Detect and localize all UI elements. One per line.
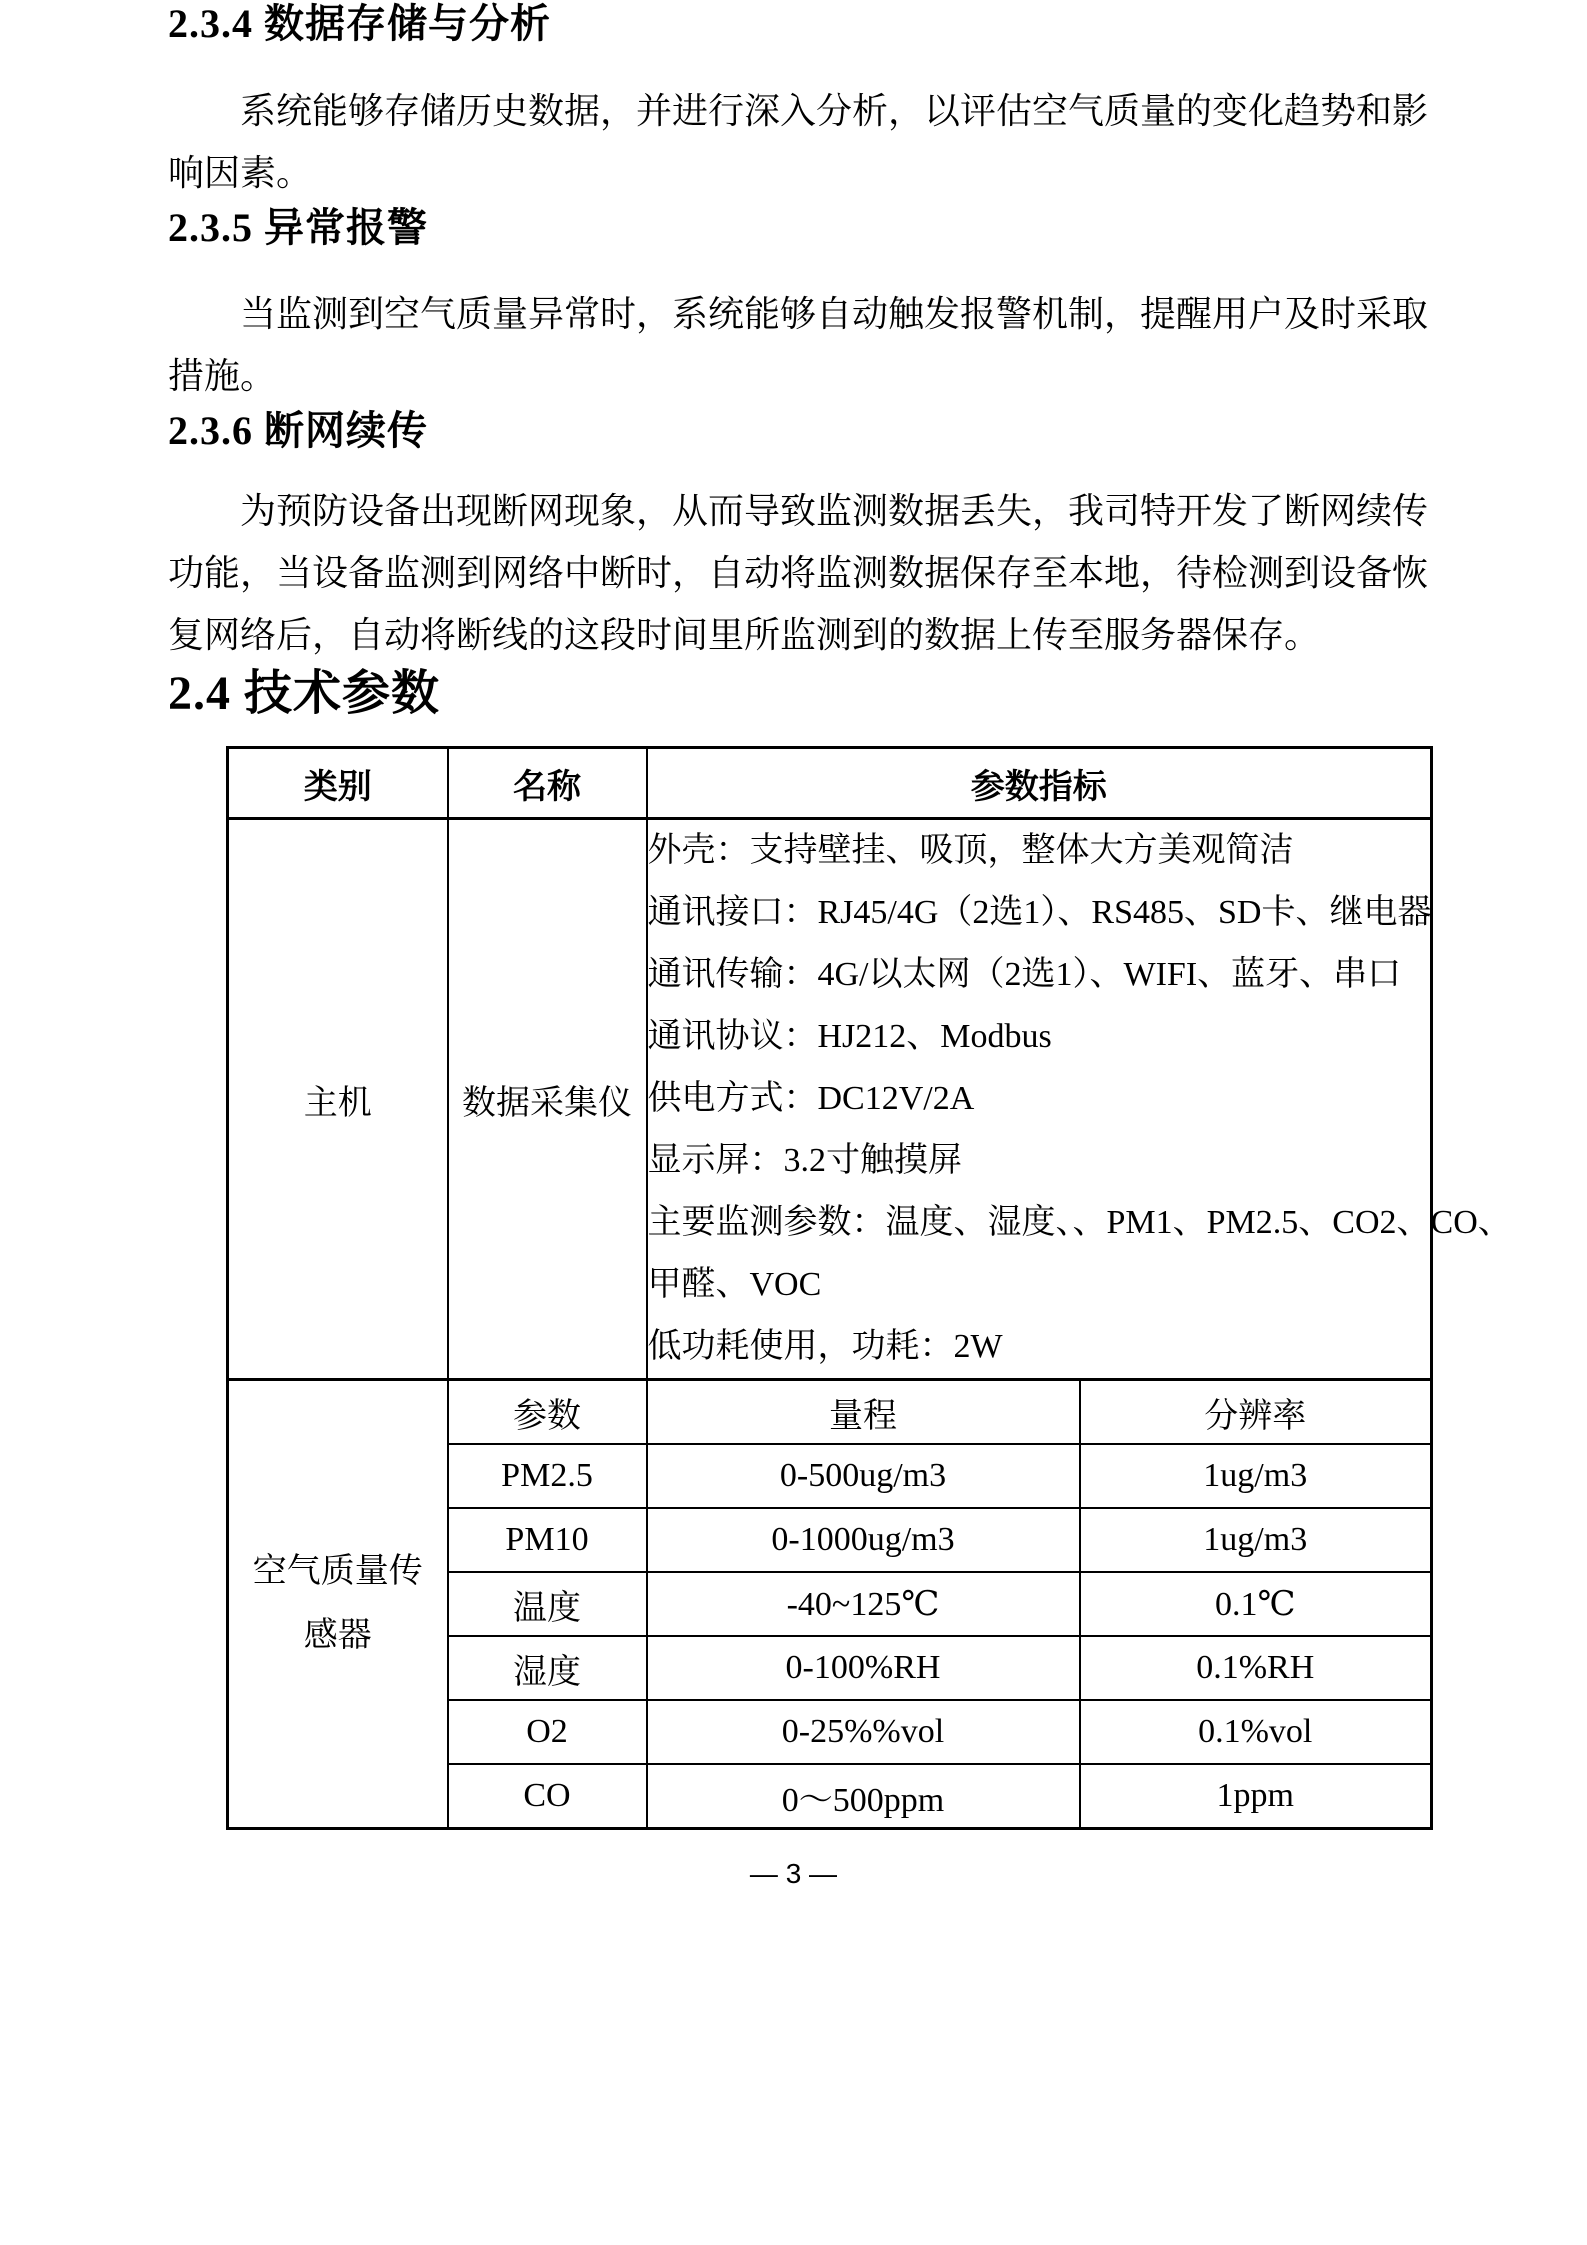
resolution-cell: 0.1%vol [1080,1700,1432,1764]
paragraph-2-3-4 [168,80,1432,204]
range-cell: -40~125℃ [647,1572,1080,1636]
resolution-cell: 0.1℃ [1080,1572,1432,1636]
spec-line: 通讯接口：RJ45/4G（2选1）、RS485、SD卡、继电器 [647,894,1432,931]
paragraph-line: 系统能够存储历史数据，并进行深入分析，以评估空气质量的变化趋势和影 [240,91,1429,131]
section-heading-2-3-5: 2.3.5 异常报警 [168,205,428,250]
resolution-cell: 1ug/m3 [1080,1508,1432,1572]
param-cell: 温度 [448,1572,647,1636]
sensor-category-label: 空气质量传感器 [252,1553,423,1654]
spec-line: 显示屏：3.2寸触摸屏 [647,1142,962,1179]
subheader-resolution: 分辨率 [1080,1380,1432,1445]
spec-line: 通讯协议：HJ212、Modbus [647,1018,1052,1055]
host-name-cell: 数据采集仪 [448,819,647,1380]
section-heading-2-3-4: 2.3.4 数据存储与分析 [168,1,551,46]
host-specs-cell [647,819,1512,1380]
paragraph-2-3-6 [168,480,1432,666]
section-heading-2-3-6: 2.3.6 断网续传 [168,408,428,453]
paragraph-line: 响因素。 [168,153,313,193]
table-header-row [228,748,1432,819]
subheader-range: 量程 [647,1380,1080,1445]
paragraph-2-3-5 [168,283,1432,407]
resolution-cell: 0.1%RH [1080,1636,1432,1700]
paragraph-line: 复网络后，自动将断线的这段时间里所监测到的数据上传至服务器保存。 [168,615,1321,655]
range-cell: 0-100%RH [647,1636,1080,1700]
param-cell: O2 [448,1700,647,1764]
range-cell: 0～500ppm [647,1764,1080,1829]
header-cell-name: 名称 [448,748,647,819]
resolution-cell: 1ppm [1080,1764,1432,1829]
spec-line: 通讯传输：4G/以太网（2选1）、WIFI、蓝牙、串口 [647,956,1402,993]
sensor-subheader-row [228,1380,1432,1445]
tech-params-table [226,746,1512,1830]
spec-line: 低功耗使用，功耗：2W [647,1328,1003,1365]
param-cell: CO [448,1764,647,1829]
param-cell: PM10 [448,1508,647,1572]
paragraph-line: 措施。 [168,356,277,396]
page-number: — 3 — [749,1858,838,1889]
paragraph-line: 功能，当设备监测到网络中断时，自动将监测数据保存至本地，待检测到设备恢 [168,553,1429,593]
spec-line: 供电方式：DC12V/2A [647,1080,975,1117]
param-cell: 湿度 [448,1636,647,1700]
host-row [228,819,1432,1380]
host-category-cell: 主机 [228,819,448,1380]
paragraph-line: 为预防设备出现断网现象，从而导致监测数据丢失，我司特开发了断网续传 [240,491,1429,531]
range-cell: 0-25%%vol [647,1700,1080,1764]
header-cell-category: 类别 [228,748,448,819]
range-cell: 0-500ug/m3 [647,1444,1080,1508]
header-cell-params: 参数指标 [647,748,1432,819]
resolution-cell: 1ug/m3 [1080,1444,1432,1508]
subheader-param: 参数 [448,1380,647,1445]
spec-line: 外壳：支持壁挂、吸顶，整体大方美观简洁 [647,832,1294,869]
range-cell: 0-1000ug/m3 [647,1508,1080,1572]
section-heading-2-4: 2.4 技术参数 [168,667,441,720]
sensor-category-cell [228,1380,448,1829]
paragraph-line: 当监测到空气质量异常时，系统能够自动触发报警机制，提醒用户及时采取 [240,294,1429,334]
spec-line: 甲醛、VOC [647,1266,822,1303]
spec-line: 主要监测参数：温度、湿度、、PM1、PM2.5、CO2、CO、 [647,1204,1512,1241]
param-cell: PM2.5 [448,1444,647,1508]
